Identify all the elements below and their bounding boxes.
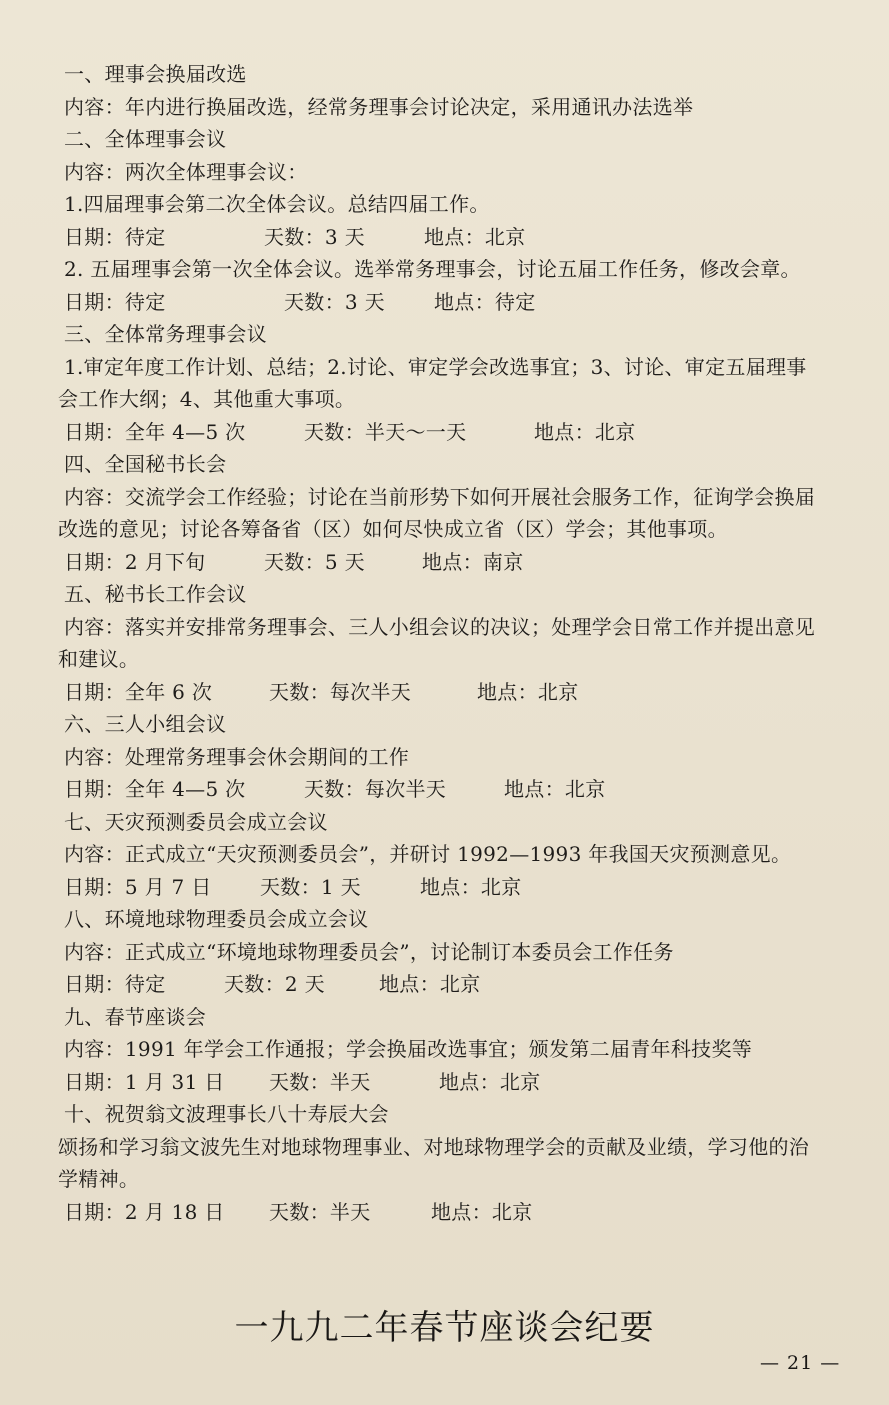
section-7-heading: 七、天灾预测委员会成立会议 [64,809,328,834]
meta-date: 日期：待定 [64,289,166,314]
section-10-content-line-2: 学精神。 [58,1167,140,1191]
section-5-content-line-1: 内容：落实并安排常务理事会、三人小组会议的决议；处理学会日常工作并提出意见 [64,614,816,639]
section-1-heading: 一、理事会换届改选 [64,62,247,86]
meta-place: 地点：北京 [424,224,526,249]
meta-days: 天数：半天 [269,1199,371,1224]
section-8-meta [58,968,858,1001]
meta-date: 日期：全年 4—5 次 [64,777,246,801]
meta-date: 日期：全年 6 次 [64,679,213,704]
section-10-heading: 十、祝贺翁文波理事长八十寿辰大会 [64,1102,389,1126]
section-5-heading: 五、秘书长工作会议 [64,582,247,606]
meta-days: 天数：3 天 [264,224,365,249]
meta-date: 日期：待定 [64,972,166,996]
section-3-meta [58,416,858,449]
section-4-meta [58,546,858,579]
section-9-meta [58,1066,858,1099]
meta-date: 日期：2 月下旬 [64,549,206,574]
meta-days: 天数：每次半天 [304,777,447,801]
meta-date: 日期：5 月 7 日 [64,874,212,899]
section-6-meta [58,773,858,806]
meta-days: 天数：半天～一天 [304,419,467,444]
meta-place: 地点：待定 [434,289,536,314]
section-6-heading: 六、三人小组会议 [64,712,227,736]
section-9-heading: 九、春节座谈会 [64,1004,207,1029]
section-7-content: 内容：正式成立“天灾预测委员会”，并研讨 1992—1993 年我国天灾预测意见。 [64,842,792,866]
section-2-heading: 二、全体理事会议 [64,127,227,151]
section-10-content-line-1: 颂扬和学习翁文波先生对地球物理事业、对地球物理学会的贡献及业绩，学习他的治 [58,1134,810,1159]
section-3-item-line-1: 1.审定年度工作计划、总结；2.讨论、审定学会改选事宜；3、讨论、审定五届理事 [64,354,807,379]
section-3-item-line-2: 会工作大纲；4、其他重大事项。 [58,387,356,411]
section-2-item-2-meta [58,286,858,319]
section-9-content: 内容：1991 年学会工作通报；学会换届改选事宜；颁发第二届青年科技奖等 [64,1037,753,1061]
section-7-meta [58,871,858,904]
meta-place: 地点：北京 [420,874,522,899]
next-article-title: 一九九二年春节座谈会纪要 [234,1308,655,1348]
meta-date: 日期：全年 4—5 次 [64,419,246,444]
meta-date: 日期：2 月 18 日 [64,1199,225,1224]
section-2-item-2: 2. 五届理事会第一次全体会议。选举常务理事会，讨论五届工作任务，修改会章。 [64,257,801,281]
meta-place: 地点：北京 [431,1199,533,1224]
meta-place: 地点：北京 [534,419,636,444]
section-2-item-1: 1.四届理事会第二次全体会议。总结四届工作。 [64,192,490,216]
meta-days: 天数：2 天 [224,972,325,996]
meta-place: 地点：北京 [477,679,579,704]
section-10-meta [58,1196,858,1229]
section-1-content: 内容：年内进行换届改选，经常务理事会讨论决定，采用通讯办法选举 [64,94,694,119]
section-4-content-line-2: 改选的意见；讨论各筹备省（区）如何尽快成立省（区）学会；其他事项。 [58,517,728,541]
meta-days: 天数：1 天 [260,874,361,899]
meta-days: 天数：5 天 [264,549,365,574]
section-2-item-1-meta [58,221,858,254]
meta-place: 地点：北京 [504,777,606,801]
section-3-heading: 三、全体常务理事会议 [64,322,267,346]
section-5-meta [58,676,858,709]
meta-place: 地点：南京 [422,549,524,574]
section-2-content: 内容：两次全体理事会议： [64,159,308,184]
section-8-heading: 八、环境地球物理委员会成立会议 [64,907,369,931]
section-4-heading: 四、全国秘书长会 [64,452,227,476]
section-8-content: 内容：正式成立“环境地球物理委员会”，讨论制订本委员会工作任务 [64,939,674,964]
section-4-content-line-1: 内容：交流学会工作经验；讨论在当前形势下如何开展社会服务工作，征询学会换届 [64,484,816,509]
meta-days: 天数：半天 [269,1069,371,1094]
meta-days: 天数：每次半天 [269,679,412,704]
meta-place: 地点：北京 [379,972,481,996]
section-5-content-line-2: 和建议。 [58,647,140,671]
meta-date: 日期：1 月 31 日 [64,1069,225,1094]
meeting-plan-list [58,58,858,1228]
page-number: — 21 — [760,1352,841,1374]
meta-place: 地点：北京 [439,1069,541,1094]
meta-date: 日期：待定 [64,224,166,249]
section-6-content: 内容：处理常务理事会休会期间的工作 [64,744,410,769]
meta-days: 天数：3 天 [284,289,385,314]
